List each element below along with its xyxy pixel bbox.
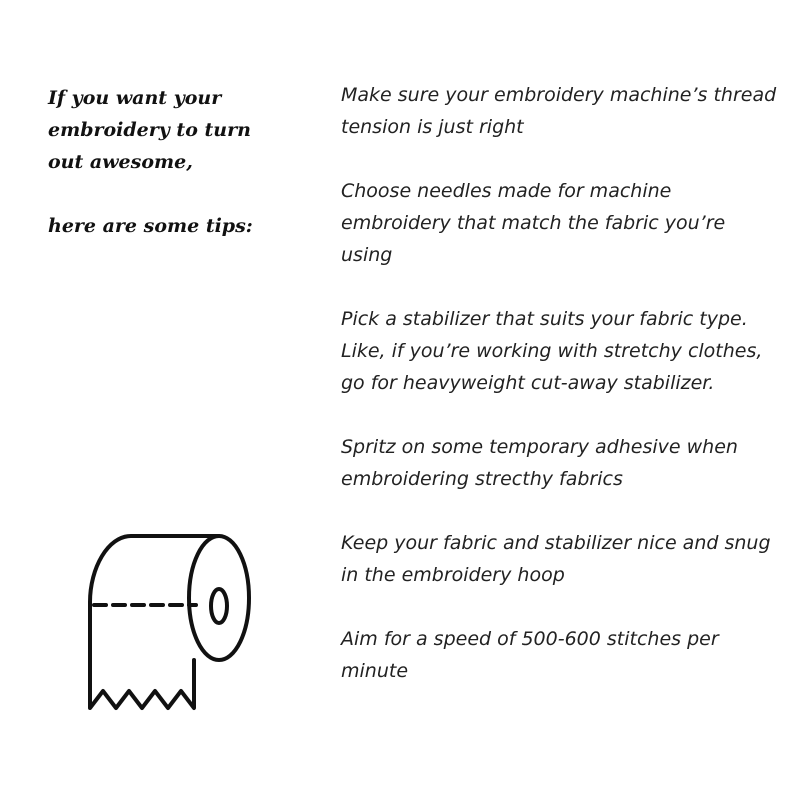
stabilizer-roll-icon (86, 530, 258, 725)
tip-item-stabilizer: Pick a stabilizer that suits your fabric type. Like, if you’re working with stretchy clothes, go for heavyweight cut-away stabilizer. (341, 308, 763, 394)
tip-item-thread-tension: Make sure your embroidery machine’s thread tension is just right (341, 84, 777, 138)
intro-heading-line-3: out awesome, (48, 151, 193, 173)
tip-item-needles: Choose needles made for machine embroidery that match the fabric you’re using (341, 180, 726, 266)
tips-list (341, 79, 781, 687)
intro-heading-line-2: embroidery to turn (48, 119, 251, 141)
intro-heading-line-1: If you want your (48, 87, 222, 109)
tip-item-speed: Aim for a speed of 500-600 stitches per minute (341, 628, 719, 682)
tip-item-adhesive: Spritz on some temporary adhesive when embroidering strecthy fabrics (341, 436, 738, 490)
heading-spacer (48, 178, 318, 210)
tip-item-hoop: Keep your fabric and stabilizer nice and snug in the embroidery hoop (341, 532, 771, 586)
intro-heading-line-4: here are some tips: (48, 215, 253, 237)
intro-heading (48, 82, 318, 242)
